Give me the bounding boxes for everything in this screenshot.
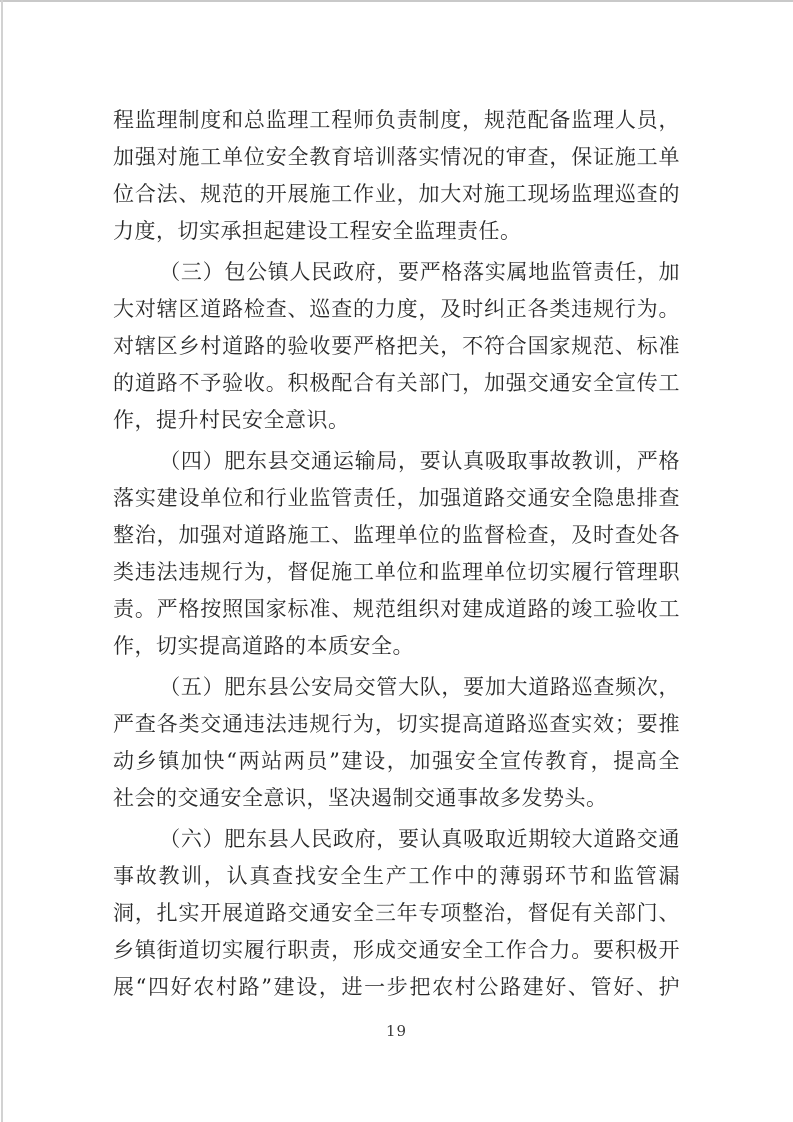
paragraph bbox=[113, 254, 680, 439]
text-line: 类违法违规行为，督促施工单位和监理单位切实履行管理职 bbox=[113, 560, 680, 584]
text-line: 加强对施工单位安全教育培训落实情况的审查，保证施工单 bbox=[113, 145, 680, 169]
text-line: （三）包公镇人民政府，要严格落实属地监管责任，加 bbox=[159, 260, 680, 284]
text-line: 事故教训，认真查找安全生产工作中的薄弱环节和监管漏 bbox=[113, 864, 680, 888]
text-line: 作，提升村民安全意识。 bbox=[113, 408, 350, 432]
scan-edge-top bbox=[0, 0, 793, 2]
text-line: 展“四好农村路”建设，进一步把农村公路建好、管好、护 bbox=[113, 975, 680, 999]
text-line: 社会的交通安全意识，坚决遏制交通事故多发势头。 bbox=[113, 786, 608, 810]
text-line: 责。严格按照国家标准、规范组织对建成道路的竣工验收工 bbox=[113, 597, 680, 621]
text-line: 大对辖区道路检查、巡查的力度，及时纠正各类违规行为。 bbox=[113, 297, 680, 321]
text-line: 作，切实提高道路的本质安全。 bbox=[113, 634, 414, 658]
paragraph bbox=[113, 821, 680, 1006]
text-line: 乡镇街道切实履行职责，形成交通安全工作合力。要积极开 bbox=[113, 938, 680, 962]
text-line: 位合法、规范的开展施工作业，加大对施工现场监理巡查的 bbox=[113, 182, 680, 206]
paragraph bbox=[113, 669, 680, 817]
text-line: 力度，切实承担起建设工程安全监理责任。 bbox=[113, 219, 522, 243]
text-line: 程监理制度和总监理工程师负责制度，规范配备监理人员， bbox=[113, 108, 680, 132]
text-line: 的道路不予验收。积极配合有关部门，加强交通安全宣传工 bbox=[113, 371, 680, 395]
scan-edge-left bbox=[1, 0, 3, 1122]
text-line: 对辖区乡村道路的验收要严格把关，不符合国家规范、标准 bbox=[113, 334, 680, 358]
page-number: 19 bbox=[385, 1022, 408, 1040]
text-line: （六）肥东县人民政府，要认真吸取近期较大道路交通 bbox=[159, 827, 680, 851]
document-page-body bbox=[113, 102, 680, 1006]
text-line: 动乡镇加快“两站两员”建设，加强安全宣传教育，提高全 bbox=[113, 749, 680, 773]
text-line: 严查各类交通违法违规行为，切实提高道路巡查实效；要推 bbox=[113, 712, 680, 736]
text-line: 落实建设单位和行业监管责任，加强道路交通安全隐患排查 bbox=[113, 486, 680, 510]
text-line: 整治，加强对道路施工、监理单位的监督检查，及时查处各 bbox=[113, 523, 680, 547]
text-line: 洞，扎实开展道路交通安全三年专项整治，督促有关部门、 bbox=[113, 901, 680, 925]
paragraph bbox=[113, 443, 680, 665]
paragraph bbox=[113, 102, 680, 250]
text-line: （四）肥东县交通运输局，要认真吸取事故教训，严格 bbox=[159, 449, 680, 473]
text-line: （五）肥东县公安局交管大队，要加大道路巡查频次， bbox=[159, 675, 680, 699]
